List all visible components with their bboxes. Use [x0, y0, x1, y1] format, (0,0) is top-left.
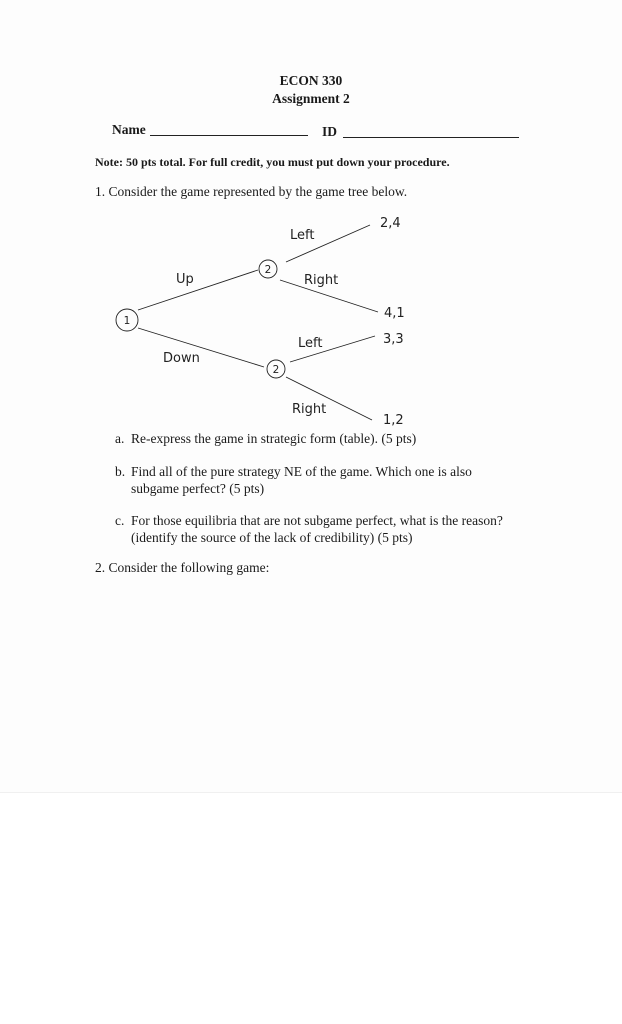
label-upper-left: Left — [290, 228, 315, 243]
root-node-label: 1 — [123, 315, 131, 327]
label-upper-right: Right — [304, 273, 339, 288]
question-1b-line-2: subgame perfect? (5 pts) — [131, 481, 265, 496]
branch-down — [138, 328, 264, 367]
payoff-down-right: 1,2 — [383, 413, 404, 428]
question-1a-marker: a. — [115, 431, 125, 446]
course-title: ECON 330 — [279, 73, 343, 88]
branch-up — [138, 270, 258, 310]
payoff-down-left: 3,3 — [383, 332, 404, 347]
question-1c-line-1: For those equilibria that are not subgame perfect, what is the reason? — [131, 513, 503, 528]
label-up: Up — [176, 272, 194, 287]
label-lower-left: Left — [298, 336, 323, 351]
label-lower-right: Right — [292, 402, 327, 417]
payoff-up-right: 4,1 — [384, 306, 405, 321]
upper-node-label: 2 — [264, 264, 272, 276]
question-1a-text: Re-express the game in strategic form (table). (5 pts) — [131, 431, 417, 446]
assignment-title: Assignment 2 — [272, 91, 350, 106]
note-text: Note: 50 pts total. For full credit, you must put down your procedure. — [95, 155, 450, 169]
lower-node-label: 2 — [272, 364, 280, 376]
question-1-prompt: 1. Consider the game represented by the game tree below. — [95, 184, 408, 199]
question-1c-line-2: (identify the source of the lack of credibility) (5 pts) — [131, 530, 413, 545]
payoff-up-left: 2,4 — [380, 216, 401, 231]
game-tree — [0, 200, 622, 440]
name-label: Name — [112, 122, 146, 137]
question-1c-marker: c. — [115, 513, 125, 528]
label-down: Down — [163, 351, 200, 366]
question-1b-marker: b. — [115, 464, 126, 479]
id-blank — [343, 137, 519, 138]
question-2-prompt: 2. Consider the following game: — [95, 560, 270, 575]
question-1b-line-1: Find all of the pure strategy NE of the game. Which one is also — [131, 464, 472, 479]
id-label: ID — [322, 124, 338, 139]
name-blank — [150, 135, 308, 136]
scan-edge — [0, 792, 622, 793]
